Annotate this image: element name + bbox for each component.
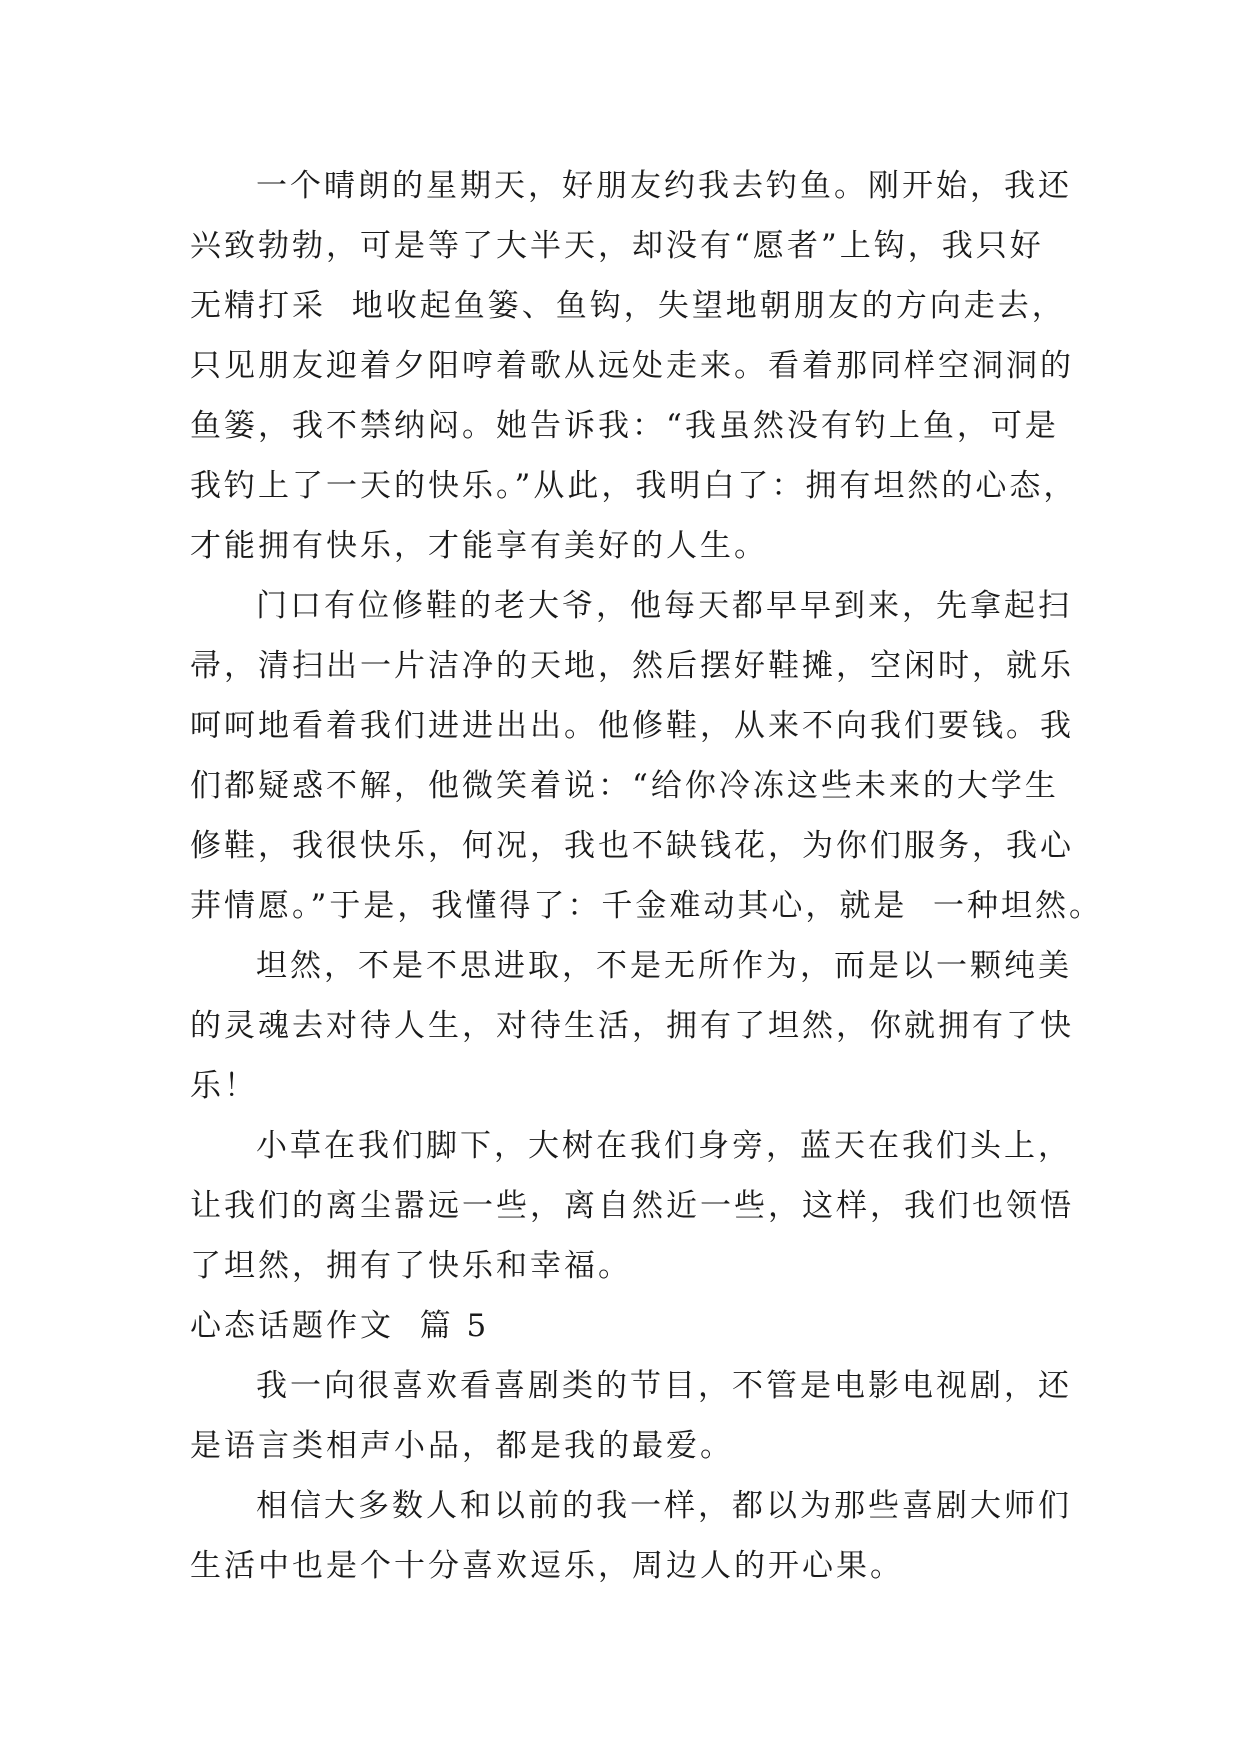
paragraph-line: 鱼篓，我不禁纳闷。她告诉我：“我虽然没有钓上鱼，可是	[190, 408, 1059, 444]
paragraph-2	[190, 576, 1104, 936]
paragraph-line: 了坦然，拥有了快乐和幸福。	[190, 1248, 632, 1284]
paragraph-line: 让我们的离尘嚣远一些，离自然近一些，这样，我们也领悟	[190, 1188, 1074, 1224]
paragraph-line: 一个晴朗的星期天，好朋友约我去钓鱼。刚开始，我还	[256, 168, 1072, 204]
paragraph-3	[190, 936, 1074, 1116]
paragraph-line: 乐！	[190, 1068, 258, 1104]
paragraph-line: 小草在我们脚下，大树在我们身旁，蓝天在我们头上，	[256, 1128, 1072, 1164]
paragraph-line: 无精打采 地收起鱼篓、鱼钩，失望地朝朋友的方向走去，	[190, 288, 1066, 324]
paragraph-line: 们都疑惑不解，他微笑着说：“给你冷冻这些未来的大学生	[190, 768, 1059, 804]
paragraph-line: 的灵魂去对待人生，对待生活，拥有了坦然，你就拥有了快	[190, 1008, 1074, 1044]
paragraph-line: 才能拥有快乐，才能享有美好的人生。	[190, 528, 768, 564]
paragraph-line: 坦然，不是不思进取，不是无所作为，而是以一颗纯美	[256, 948, 1072, 984]
paragraph-line: 茾情愿。”于是，我懂得了：千金难动其心，就是 一种坦然。	[190, 888, 1104, 924]
paragraph-line: 我一向很喜欢看喜剧类的节目，不管是电影电视剧，还	[256, 1368, 1072, 1404]
paragraph-5	[190, 1356, 1070, 1476]
document-body	[190, 156, 1104, 1596]
paragraph-line: 我钓上了一天的快乐。”从此，我明白了：拥有坦然的心态，	[190, 468, 1078, 504]
paragraph-6	[190, 1476, 1070, 1596]
paragraph-line: 呵呵地看着我们进进出出。他修鞋，从来不向我们要钱。我	[190, 708, 1074, 744]
paragraph-line: 是语言类相声小品，都是我的最爱。	[190, 1428, 734, 1464]
section-heading: 心态话题作文 篇 5	[190, 1308, 490, 1344]
paragraph-line: 兴致勃勃，可是等了大半天，却没有“愿者”上钩，我只好	[190, 228, 1044, 264]
paragraph-4	[190, 1116, 1074, 1296]
paragraph-line: 只见朋友迎着夕阳哼着歌从远处走来。看着那同样空洞洞的	[190, 348, 1074, 384]
paragraph-line: 生活中也是个十分喜欢逗乐，周边人的开心果。	[190, 1548, 904, 1584]
paragraph-line: 门口有位修鞋的老大爷，他每天都早早到来，先拿起扫	[256, 588, 1072, 624]
paragraph-line: 相信大多数人和以前的我一样，都以为那些喜剧大师们	[256, 1488, 1072, 1524]
paragraph-line: 帚，清扫出一片洁净的天地，然后摆好鞋摊，空闲时，就乐	[190, 648, 1074, 684]
paragraph-1	[190, 156, 1078, 576]
paragraph-line: 修鞋，我很快乐，何况，我也不缺钱花，为你们服务，我心	[190, 828, 1074, 864]
